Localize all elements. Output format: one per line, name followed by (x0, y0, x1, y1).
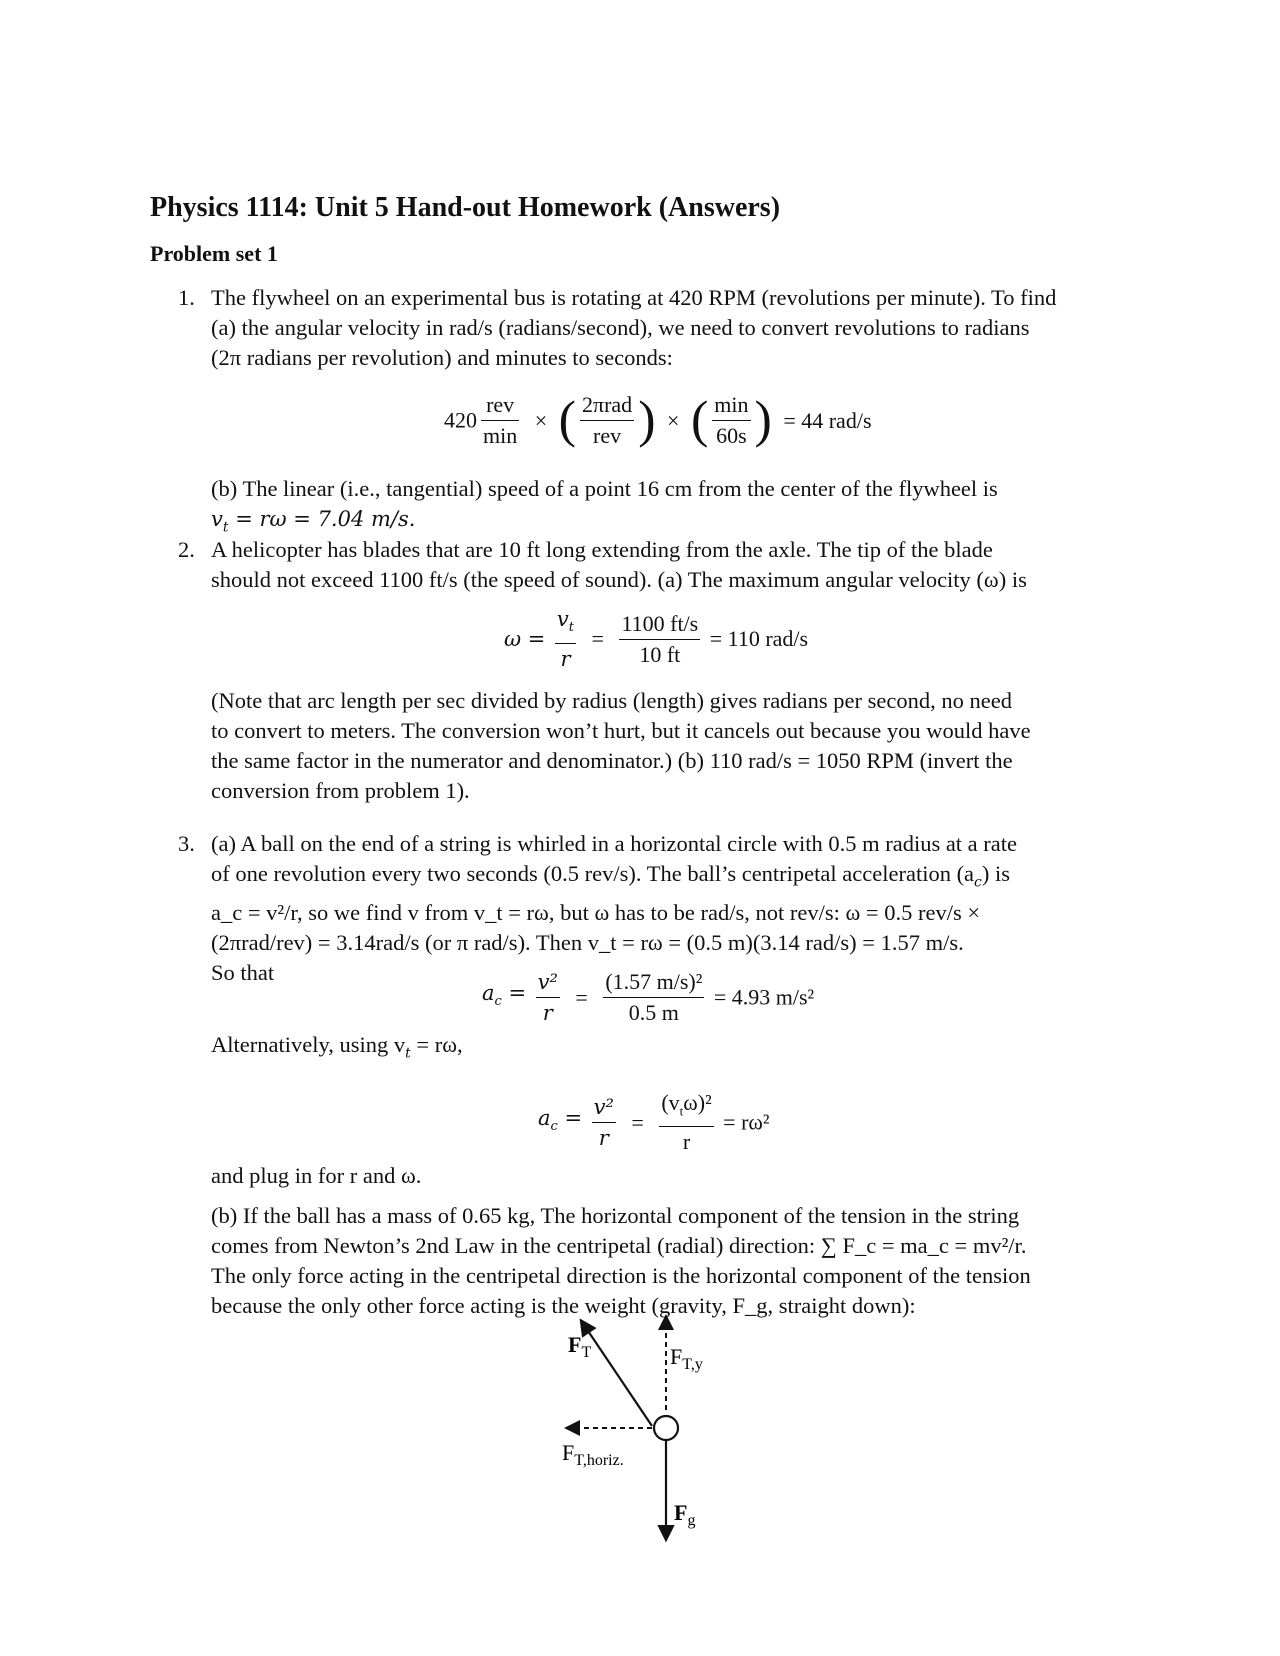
problem-2-note-line-2: to convert to meters. The conversion won’t hurt, but it cancels out because you would have (211, 718, 1031, 743)
problem-3-equation-2: $a_c$ = $\frac{\text{v²}}{r}$ = $\frac{(v_t\omega)^2}{r}$ = rω² (538, 1090, 770, 1155)
eq1-lead: 420 (444, 407, 477, 433)
eq4-lhs: $a_c$ = (538, 1106, 583, 1135)
problem-3b-line-1: (b) If the ball has a mass of 0.65 kg, The horizontal component of the tension in the string (211, 1203, 1020, 1228)
eq1-fraction-2pi: $\frac{\text{2πrad}}{\text{rev}}$ (581, 392, 633, 448)
ball (654, 1416, 678, 1440)
eq3-result: = 4.93 m/s² (713, 984, 815, 1010)
problem-3-line-5: So that (211, 959, 275, 985)
eq3-lhs: $a_c$ = (482, 980, 527, 1010)
eq1-fraction-rev-min: $\frac{\text{rev}}{\min}$ (483, 392, 518, 448)
tension-arrow (582, 1322, 652, 1426)
problem-3-text (211, 829, 1125, 988)
problem-3-line-3: a_c = v²/r, so we find v from v_t = rω, but ω has to be rad/s, not rev/s: ω = 0.5 rev/s × (211, 899, 981, 925)
problem-3b-line-4: because the only other force acting is the weight (gravity, F_g, straight down): (211, 1293, 916, 1318)
problem-3-line-2: of one revolution every two seconds (0.5 rev/s). The ball’s centripetal acceleration $(a_c)$ is (211, 861, 1011, 891)
eq3-fraction-values: $\frac{\text{(1.57 m/s)²}}{0.5 m}$ (605, 969, 703, 1025)
eq2-equals: = (591, 626, 604, 652)
problem-1-text (211, 283, 1125, 373)
problem-2-equation (504, 606, 808, 672)
eq4-fraction-v2-r: $\frac{\text{v²}}{r}$ (593, 1095, 614, 1151)
label-ft: $F_T$ (568, 1332, 592, 1361)
label-fty: $F_{T,y}$ (670, 1344, 703, 1373)
eq2-result: = 110 rad/s (709, 626, 809, 652)
problem-3b-line-2: comes from Newton’s 2nd Law in the centripetal (radial) direction: ∑ F_c = ma_c = mv²/r. (211, 1233, 1027, 1258)
problem-1-number: 1. (178, 285, 195, 310)
problem-1b-line-1: (b) The linear (i.e., tangential) speed of a point 16 cm from the center of the flywheel is (211, 476, 998, 501)
problem-3-plug-line: and plug in for r and ω. (211, 1163, 422, 1188)
problem-2-text (211, 535, 1125, 595)
problem-3-number: 3. (178, 831, 195, 856)
problem-1b-line-2: $v_t = r\omega = 7.04$ m/s. (211, 507, 416, 536)
section-heading: Problem set 1 (150, 241, 278, 266)
eq1-result: = 44 rad/s (783, 407, 872, 433)
problem-1b-text (211, 474, 1125, 543)
problem-2-note-line-1: (Note that arc length per sec divided by radius (length) gives radians per second, no need (211, 688, 1012, 713)
problem-2-note (211, 686, 1125, 806)
problem-3b-line-3: The only force acting in the centripetal direction is the horizontal component of the tension (211, 1263, 1031, 1288)
page-title: Physics 1114: Unit 5 Hand-out Homework (Answers) (150, 192, 781, 223)
problem-3-equation-1: $a_c$ = $\frac{\text{v²}}{r}$ = $\frac{\text{(1.57 m/s)²}}{0.5 m}$ = 4.93 m/s² (482, 969, 815, 1025)
eq4-result: = rω² (723, 1109, 770, 1135)
label-fth: $F_{T,horiz.}$ (562, 1440, 624, 1469)
eq4-fraction-vt-omega: $\frac{(v_t\omega)^2}{r}$ (661, 1090, 712, 1155)
label-fg: $F_g$ (674, 1500, 696, 1529)
problem-2-note-line-3: the same factor in the numerator and denominator.) (b) 110 rad/s = 1050 RPM (invert the (211, 748, 1013, 773)
problem-3-line-1: (a) A ball on the end of a string is whirled in a horizontal circle with 0.5 m radius at a rate (211, 831, 1018, 856)
problem-1-equation: 420 $\frac{\text{rev}}{\min}$ × ( $\frac{\text{2πrad}}{\text{rev}}$ ) × ( $\frac{\min}{60s}$ ) = 44 rad/s (444, 391, 872, 449)
eq1-fraction-min-60s: $\frac{\min}{60s}$ (714, 392, 749, 448)
eq3-fraction-v2-r: $\frac{\text{v²}}{r}$ (537, 970, 558, 1025)
eq2-fraction-speed: $\frac{1100 ft/s}{10 ft}$ (621, 610, 699, 667)
force-diagram (540, 1310, 740, 1550)
problem-1-line-1: The flywheel on an experimental bus is rotating at 420 RPM (revolutions per minute). To find (211, 285, 1057, 310)
problem-3-alternative: Alternatively, using $v_t = r\omega$, (211, 1032, 463, 1062)
problem-2-line-1: A helicopter has blades that are 10 ft long extending from the axle. The tip of the blade (211, 537, 993, 562)
problem-2-line-2: should not exceed 1100 ft/s (the speed of sound). (a) The maximum angular velocity (ω) is (211, 567, 1027, 592)
problem-2-note-line-4: conversion from problem 1). (211, 778, 470, 803)
problem-1-line-3: (2π radians per revolution) and minutes to seconds: (211, 345, 673, 370)
problem-3b-text (211, 1161, 1125, 1321)
problem-3-line-4: (2πrad/rev) = 3.14rad/s (or π rad/s). Then v_t = rω = (0.5 m)(3.14 rad/s) = 1.57 m/s. (211, 929, 964, 955)
eq2-fraction-vt-r: $\frac{v_t}{r}$ (556, 607, 575, 672)
problem-1-line-2: (a) the angular velocity in rad/s (radians/second), we need to convert revolutions to radians (211, 315, 1030, 340)
eq1-times-1: × (534, 407, 548, 433)
eq1-times-2: × (667, 407, 680, 433)
problem-2-number: 2. (178, 537, 195, 562)
eq2-lhs: ω = (504, 627, 546, 652)
